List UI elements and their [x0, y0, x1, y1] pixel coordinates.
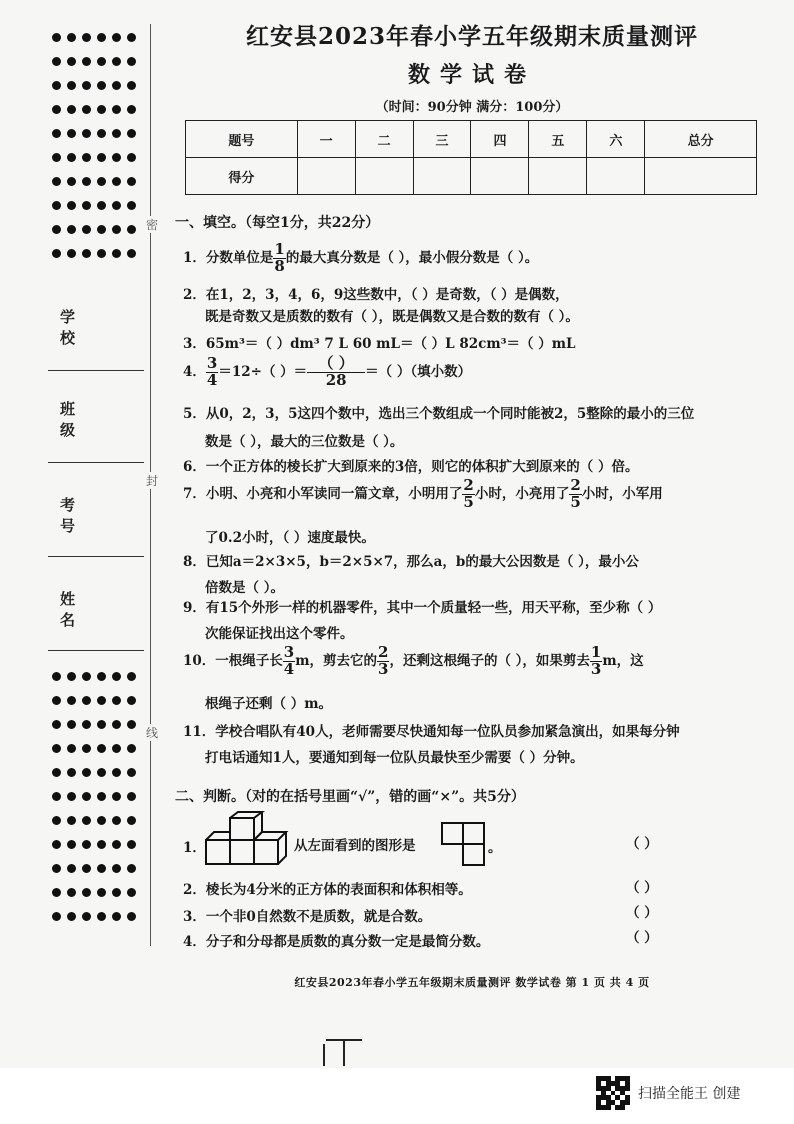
- q4-text-a: 4．: [183, 363, 206, 380]
- q10-text-d: m，这: [602, 652, 644, 669]
- score-cell[interactable]: [471, 158, 529, 195]
- binding-dot: [97, 696, 106, 705]
- question-9-line-2: 次能保证找出这个零件。: [205, 626, 354, 642]
- binding-dot: [112, 744, 121, 753]
- q1-text-a: 1．分数单位是: [183, 249, 274, 266]
- question-4: [183, 356, 471, 389]
- judge-1-end: 。: [488, 840, 502, 856]
- q10-text-b: m，剪去它的: [295, 652, 378, 669]
- question-8-line-1: 8．已知a＝2×3×5，b＝2×5×7，那么a，b的最大公因数是（ ），最小公: [183, 554, 639, 570]
- binding-dot: [52, 864, 61, 873]
- fraction-denominator: 28: [325, 370, 347, 389]
- binding-dot: [67, 201, 76, 210]
- binding-dot: [82, 816, 91, 825]
- binding-dot: [97, 912, 106, 921]
- binding-dots-bottom: [52, 672, 138, 921]
- binding-dot: [52, 696, 61, 705]
- seal-char-1: 密: [146, 218, 159, 232]
- fraction-denominator: 5: [570, 492, 581, 511]
- score-table-score-row: [186, 158, 757, 195]
- binding-dot: [82, 696, 91, 705]
- judge-2-text: 2．棱长为4分米的正方体的表面积和体积相等。: [183, 882, 472, 898]
- binding-dot: [112, 672, 121, 681]
- score-header-cell: 六: [587, 121, 645, 158]
- binding-dot: [112, 912, 121, 921]
- binding-dot: [97, 888, 106, 897]
- binding-dot: [82, 153, 91, 162]
- binding-dot: [127, 888, 136, 897]
- binding-dot: [82, 177, 91, 186]
- binding-dot: [112, 840, 121, 849]
- fraction-denominator: 4: [206, 370, 218, 389]
- binding-dot: [82, 912, 91, 921]
- question-2-line-2: 既是奇数又是质数的数有（ ），既是偶数又是合数的数有（ ）。: [205, 309, 579, 325]
- binding-dot: [67, 816, 76, 825]
- judge-2-answer-paren[interactable]: （ ）: [626, 880, 658, 896]
- fraction-numerator: 2: [570, 476, 581, 494]
- fraction: [206, 356, 218, 389]
- judge-4-answer-paren[interactable]: （ ）: [626, 930, 658, 946]
- judge-1-text: 从左面看到的图形是: [294, 838, 416, 854]
- exam-title: 红安县2023年春小学五年级期末质量测评: [245, 23, 698, 50]
- fraction-numerator: （ ）: [307, 356, 365, 373]
- question-5-line-1: 5．从0，2，3，5这四个数中，选出三个数组成一个同时能被2，5整除的最小的三位: [183, 406, 695, 422]
- binding-dot: [82, 768, 91, 777]
- binding-dot: [52, 888, 61, 897]
- binding-dot: [112, 816, 121, 825]
- cube-stack-figure: [204, 810, 290, 870]
- binding-dot: [52, 249, 61, 258]
- binding-dot: [52, 840, 61, 849]
- fraction-denominator: 3: [590, 659, 602, 678]
- score-row-label: 得分: [186, 158, 298, 195]
- binding-dot: [97, 249, 106, 258]
- binding-dot: [52, 177, 61, 186]
- binding-dot: [52, 201, 61, 210]
- question-8-line-2: 倍数是（ ）。: [205, 580, 284, 596]
- binding-dot: [67, 888, 76, 897]
- fraction: [273, 242, 285, 275]
- page-footer: 红安县2023年春小学五年级期末质量测评 数学试卷 第 1 页 共 4 页: [294, 976, 650, 989]
- fraction-numerator: 1: [274, 240, 285, 258]
- brand-label: 扫描全能王 创建: [638, 1086, 741, 1102]
- class-line: [48, 462, 144, 463]
- class-label: 班级: [60, 400, 106, 439]
- binding-dot: [67, 249, 76, 258]
- section1-heading: 一、填空。（每空1分，共22分）: [175, 215, 380, 231]
- fraction-denominator: 4: [283, 659, 295, 678]
- binding-dot: [97, 720, 106, 729]
- fraction-numerator: 3: [283, 643, 295, 661]
- binding-dot: [97, 225, 106, 234]
- binding-dot: [127, 768, 136, 777]
- binding-dot: [127, 816, 136, 825]
- tear-mark-icon: [322, 1036, 366, 1066]
- binding-dot: [127, 153, 136, 162]
- binding-dot: [127, 792, 136, 801]
- question-9-line-1: 9．有15个外形一样的机器零件，其中一个质量轻一些，用天平称，至少称（ ）: [183, 600, 662, 616]
- fraction-numerator: 2: [463, 476, 474, 494]
- binding-dot: [52, 768, 61, 777]
- binding-dot: [82, 864, 91, 873]
- left-view-figure: [441, 822, 485, 866]
- binding-dot: [127, 249, 136, 258]
- binding-dot: [127, 177, 136, 186]
- q7-text-c: 小时，小军用: [581, 485, 663, 502]
- time-info: （时间：90分钟 满分：100分）: [375, 100, 569, 115]
- binding-dot: [112, 792, 121, 801]
- question-10-line-2: 根绳子还剩（ ）m。: [205, 696, 332, 712]
- binding-dot: [127, 840, 136, 849]
- binding-dot: [112, 696, 121, 705]
- binding-dot: [127, 129, 136, 138]
- fraction-denominator: 3: [378, 659, 389, 678]
- question-2-line-1: 2．在1，2，3，4，6，9这些数中，（ ）是奇数，（ ）是偶数，: [183, 287, 569, 303]
- binding-dot: [52, 816, 61, 825]
- binding-dot: [52, 129, 61, 138]
- fraction: [590, 645, 602, 678]
- binding-dot: [67, 225, 76, 234]
- score-header-cell: 一: [297, 121, 355, 158]
- exam-number-line: [48, 556, 144, 557]
- name-label: 姓名: [60, 590, 106, 629]
- judge-4-text: 4．分子和分母都是质数的真分数一定是最简分数。: [183, 934, 490, 950]
- question-7-line-2: 了0.2小时，（ ）速度最快。: [205, 530, 375, 546]
- fraction: [307, 356, 365, 389]
- fraction-numerator: 1: [590, 643, 602, 661]
- binding-dot: [97, 768, 106, 777]
- fraction: [283, 645, 295, 678]
- score-header-cell: 四: [471, 121, 529, 158]
- binding-dot: [82, 249, 91, 258]
- binding-dot: [127, 201, 136, 210]
- binding-dot: [82, 672, 91, 681]
- question-5-line-2: 数是（ ），最大的三位数是（ ）。: [205, 434, 404, 450]
- score-header-cell: 二: [355, 121, 413, 158]
- binding-dot: [67, 153, 76, 162]
- q1-text-b: 的最大真分数是（ ），最小假分数是（ ）。: [285, 249, 539, 266]
- binding-dot: [112, 768, 121, 777]
- binding-dot: [112, 225, 121, 234]
- q4-text-c: ＝（ ）（填小数）: [365, 363, 472, 380]
- binding-dot: [52, 792, 61, 801]
- fraction-numerator: 2: [378, 643, 389, 661]
- binding-dot: [52, 153, 61, 162]
- score-table: [185, 120, 757, 195]
- score-cell[interactable]: [529, 158, 587, 195]
- binding-dot: [127, 672, 136, 681]
- school-label: 学校: [60, 308, 106, 347]
- name-line: [48, 650, 144, 651]
- score-header-cell: 三: [413, 121, 471, 158]
- score-header-cell: 总分: [645, 121, 757, 158]
- binding-dot: [67, 768, 76, 777]
- binding-dot: [97, 129, 106, 138]
- fraction-numerator: 3: [206, 354, 218, 372]
- binding-dot: [67, 744, 76, 753]
- binding-dot: [97, 816, 106, 825]
- q4-text-b: ＝12÷（ ）＝: [218, 363, 308, 380]
- fraction: [462, 478, 474, 511]
- binding-dot: [97, 744, 106, 753]
- binding-dot: [112, 153, 121, 162]
- binding-dot: [82, 225, 91, 234]
- binding-dot: [112, 888, 121, 897]
- question-11-line-2: 打电话通知1人，要通知到每一位队员最快至少需要（ ）分钟。: [205, 750, 584, 766]
- exam-number-label: 考号: [60, 496, 106, 535]
- binding-dot: [127, 720, 136, 729]
- binding-dot: [112, 249, 121, 258]
- judge-3-answer-paren[interactable]: （ ）: [626, 905, 658, 921]
- q7-text-a: 7．小明、小亮和小军读同一篇文章，小明用了: [183, 485, 463, 502]
- score-cell[interactable]: [587, 158, 645, 195]
- binding-dot: [97, 672, 106, 681]
- seal-char-3: 线: [146, 726, 159, 740]
- binding-dot: [82, 888, 91, 897]
- q10-text-c: ，还剩这根绳子的（ ），如果剪去: [389, 652, 590, 669]
- score-cell[interactable]: [355, 158, 413, 195]
- q10-text-a: 10．一根绳子长: [183, 652, 283, 669]
- exam-subtitle: 数学试卷: [407, 62, 536, 88]
- binding-dot: [52, 672, 61, 681]
- section2-heading: 二、判断。（对的在括号里画“√”，错的画“×”。共5分）: [175, 789, 525, 805]
- fraction: [377, 645, 389, 678]
- binding-dot: [82, 201, 91, 210]
- binding-dot: [52, 720, 61, 729]
- question-6: 6．一个正方体的棱长扩大到原来的3倍，则它的体积扩大到原来的（ ）倍。: [183, 459, 639, 475]
- binding-dot: [97, 792, 106, 801]
- fraction-denominator: 8: [274, 256, 285, 275]
- score-table-header-row: [186, 121, 757, 158]
- judge-3-text: 3．一个非0自然数不是质数，就是合数。: [183, 909, 432, 925]
- binding-dot: [67, 177, 76, 186]
- qr-module: [625, 1105, 630, 1110]
- binding-dot: [67, 129, 76, 138]
- score-cell[interactable]: [645, 158, 757, 195]
- judge-1-number: 1．: [183, 840, 206, 856]
- binding-dot: [127, 225, 136, 234]
- binding-dot: [67, 840, 76, 849]
- binding-dot: [82, 792, 91, 801]
- binding-dot: [127, 696, 136, 705]
- binding-dot: [112, 864, 121, 873]
- score-cell[interactable]: [297, 158, 355, 195]
- scanner-brand: [596, 1076, 740, 1110]
- binding-dot: [52, 912, 61, 921]
- binding-dot: [52, 744, 61, 753]
- binding-dot: [82, 129, 91, 138]
- question-7-line-1: [183, 478, 663, 511]
- binding-dot: [127, 864, 136, 873]
- seal-char-2: 封: [146, 474, 159, 488]
- question-11-line-1: 11．学校合唱队有40人，老师需要尽快通知每一位队员参加紧急演出，如果每分钟: [183, 724, 680, 740]
- binding-dot: [127, 912, 136, 921]
- binding-dot: [67, 912, 76, 921]
- binding-dot: [112, 129, 121, 138]
- judge-1-answer-paren[interactable]: （ ）: [626, 836, 658, 852]
- binding-dot: [127, 744, 136, 753]
- binding-dot: [67, 792, 76, 801]
- school-line: [48, 370, 144, 371]
- binding-dot: [67, 864, 76, 873]
- binding-dot: [97, 153, 106, 162]
- binding-dot: [97, 201, 106, 210]
- binding-dot: [82, 720, 91, 729]
- binding-dot: [67, 672, 76, 681]
- binding-dot: [67, 696, 76, 705]
- binding-dot: [112, 720, 121, 729]
- q7-text-b: 小时，小亮用了: [474, 485, 570, 502]
- fraction-denominator: 5: [463, 492, 474, 511]
- binding-dot: [97, 864, 106, 873]
- fraction: [569, 478, 581, 511]
- score-header-cell: 题号: [186, 121, 298, 158]
- binding-dot: [82, 744, 91, 753]
- binding-dot: [52, 225, 61, 234]
- binding-dot: [112, 201, 121, 210]
- binding-dot: [82, 840, 91, 849]
- binding-dot: [67, 720, 76, 729]
- binding-dot: [112, 177, 121, 186]
- question-1: [183, 242, 538, 275]
- score-cell[interactable]: [413, 158, 471, 195]
- question-10-line-1: [183, 645, 644, 678]
- score-header-cell: 五: [529, 121, 587, 158]
- binding-dot: [97, 177, 106, 186]
- question-3: 3．65m³＝（ ）dm³ 7 L 60 mL＝（ ）L 82cm³＝（ ）mL: [183, 336, 576, 352]
- binding-dot: [97, 840, 106, 849]
- qr-code-icon: [596, 1076, 630, 1110]
